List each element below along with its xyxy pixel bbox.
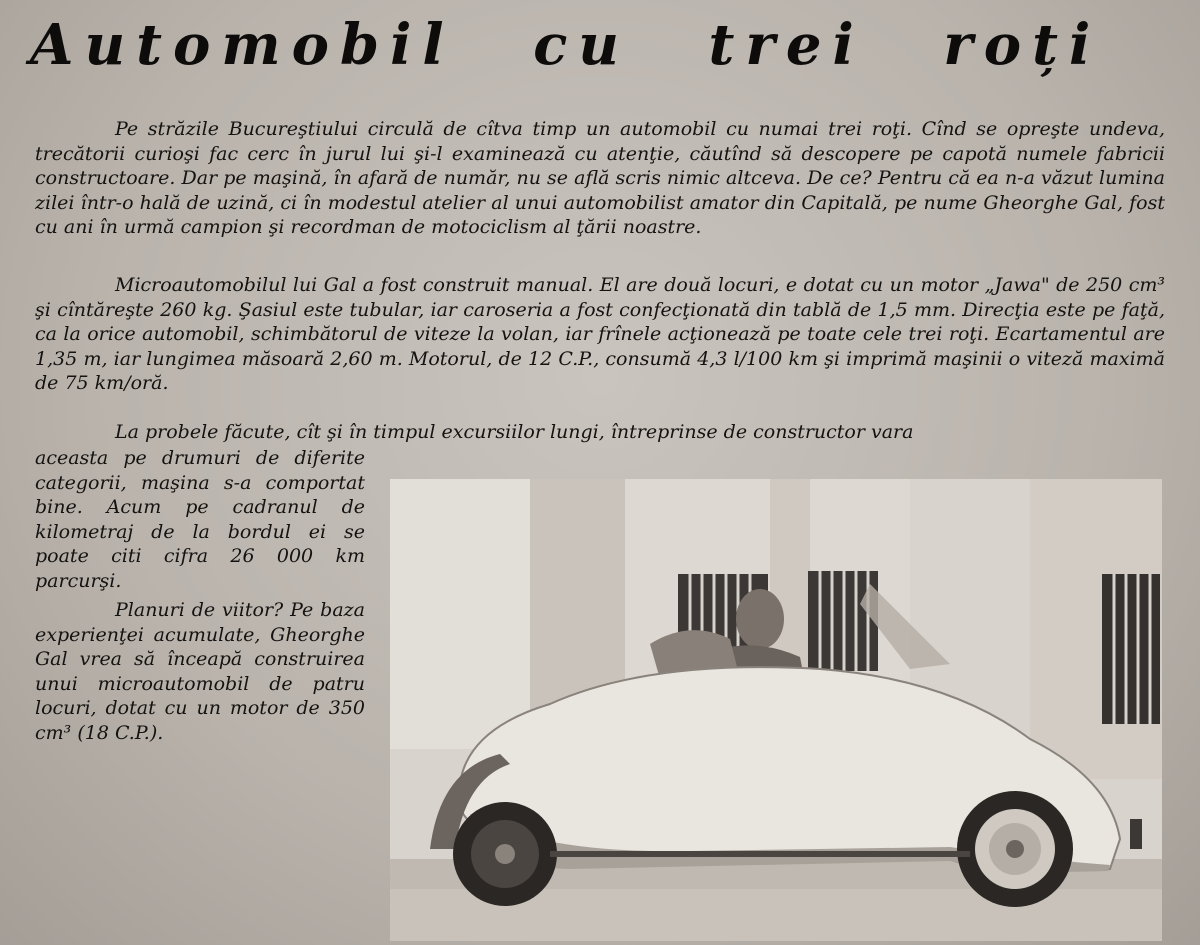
car-photo	[390, 479, 1162, 941]
article-title: Automobil cu trei roți	[30, 12, 1102, 78]
article-paragraph-future-plans: Planuri de viitor? Pe baza experienţei acumulate, Gheorghe Gal vrea să înceapă construirea unui microautomobil de patru locuri, dotat cu un motor de 350 cm³ (18 C.P.).	[35, 599, 365, 744]
article-paragraph-intro: Pe străzile Bucureştiului circulă de cîtva timp un automobil cu numai trei roţi. Cînd se opreşte undeva, trecătorii curioşi fac cerc în jurul lui şi-l examinează cu atenţie, căutînd să descopere pe capotă numele fabricii constructoare. Dar pe maşină, în afară de număr, nu se află scris nimic altceva. De ce? Pentru că ea n-a văzut lumina zilei într-o hală de uzină, ci în modestul atelier al unui automobilist amator din Capitală, pe nume Gheorghe Gal, fost cu ani în urmă campion şi recordman de motociclism al ţării noastre.	[35, 118, 1165, 238]
car-photo-illustration	[390, 479, 1162, 941]
article-paragraph-tests-start: La probele făcute, cît şi în timpul excursiilor lungi, întreprinse de constructor vara	[115, 421, 914, 443]
article-paragraph-tests-continued: aceasta pe drumuri de diferite categorii, maşina s-a comportat bine. Acum pe cadranul de kilometraj de la bordul ei se poate citi cifra 26 000 km parcurşi.	[35, 447, 365, 592]
article-paragraph-specs: Microautomobilul lui Gal a fost construit manual. El are două locuri, e dotat cu un motor „Jawa" de 250 cm³ şi cîntăreşte 260 kg. Şasiul este tubular, iar caroseria a fost confecţionată din tablă de 1,5 mm. Direcţia este pe faţă, ca la orice automobil, schimbătorul de viteze la volan, iar frînele acţionează pe toate cele trei roţi. Ecartamentul are 1,35 m, iar lungimea măsoară 2,60 m. Motorul, de 12 C.P., consumă 4,3 l/100 km şi imprimă maşinii o viteză maximă de 75 km/oră.	[35, 274, 1165, 394]
